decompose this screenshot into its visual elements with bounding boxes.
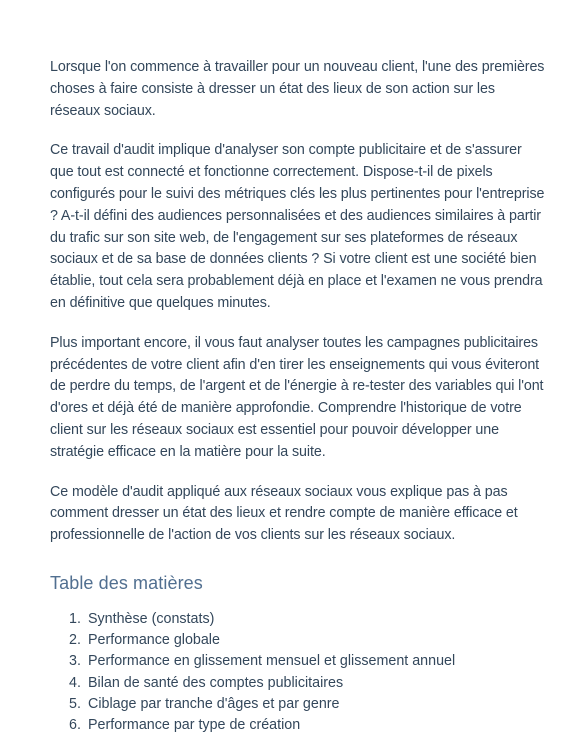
toc-item-number: 4.: [69, 674, 81, 691]
toc-list: [50, 609, 547, 736]
toc-item: [69, 673, 547, 694]
toc-item: [69, 651, 547, 672]
toc-item-number: 2.: [69, 632, 81, 649]
toc-item-label: Bilan de santé des comptes publicitaires: [88, 674, 344, 691]
toc-item-number: 6.: [69, 716, 81, 733]
toc-item-label: Synthèse (constats): [88, 610, 215, 627]
toc-item-number: 5.: [69, 695, 81, 712]
paragraph-audit: Ce travail d'audit implique d'analyser son compte publicitaire et de s'assurer que tout est connecté et fonctionne correctement. Dispose-t-il de pixels configurés pour le suivi des métriques clés les plus pertinentes pour l'entreprise ? A-t-il défini des audiences personnalisées et des audiences similaires à partir du trafic sur son site web, de l'engagement sur ses plateformes de réseaux sociaux et de sa base de données clients ? Si votre client est une société bien établie, tout cela sera probablement déjà en place et l'examen ne vous prendra en définitive que quelques minutes.: [50, 142, 545, 311]
toc-item-label: Performance par type de création: [88, 716, 301, 733]
toc-item-label: Ciblage par tranche d'âges et par genre: [88, 695, 340, 712]
toc-item: [69, 630, 547, 651]
toc-item-number: 1.: [69, 610, 81, 627]
toc-heading: Table des matières: [50, 572, 203, 593]
toc-item-label: Performance globale: [88, 632, 220, 649]
toc-item-number: 3.: [69, 653, 81, 670]
toc-item: [69, 609, 547, 630]
paragraph-campaigns: Plus important encore, il vous faut analyser toutes les campagnes publicitaires précédentes de votre client afin d'en tirer les enseignements qui vous éviteront de perdre du temps, de l'argent et de l'énergie à re-tester des variables qui l'ont d'ores et déjà été de manière approfondie. Comprendre l'historique de votre client sur les réseaux sociaux est essentiel pour pouvoir développer une stratégie efficace en la matière pour la suite.: [50, 334, 544, 460]
toc-item-label: Performance en glissement mensuel et glissement annuel: [88, 653, 456, 670]
paragraph-intro: Lorsque l'on commence à travailler pour un nouveau client, l'une des premières choses à faire consiste à dresser un état des lieux de son action sur les réseaux sociaux.: [50, 59, 545, 119]
toc-item: [69, 715, 547, 736]
paragraph-template: Ce modèle d'audit appliqué aux réseaux sociaux vous explique pas à pas comment dresser un état des lieux et rendre compte de manière efficace et professionnelle de l'action de vos clients sur les réseaux sociaux.: [50, 483, 518, 544]
toc-item: [69, 694, 547, 715]
